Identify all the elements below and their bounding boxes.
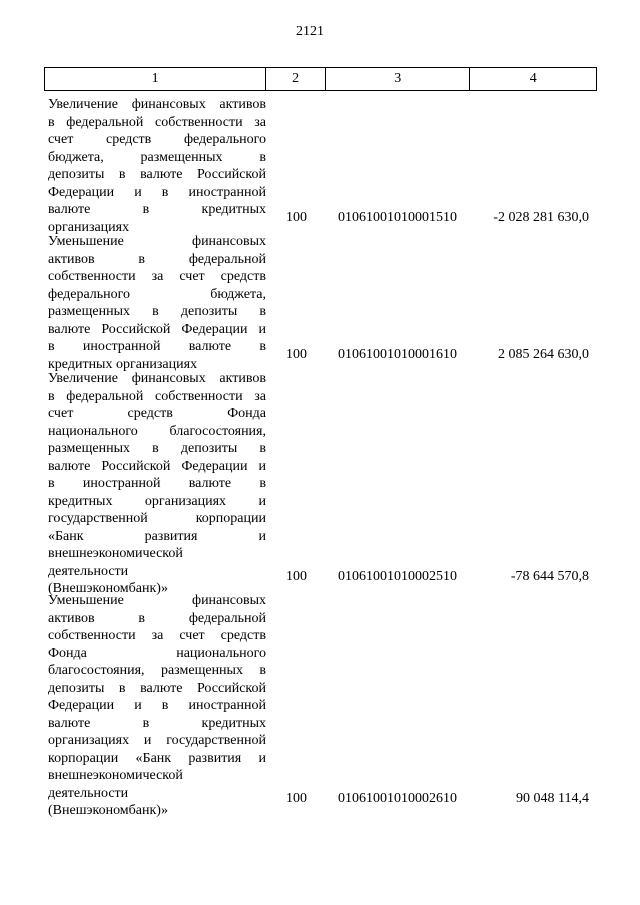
row-description (48, 370, 266, 598)
description-line: Уменьшение финансовых (48, 593, 266, 608)
header-col-2: 2 (266, 68, 326, 90)
row-amount: 90 048 114,4 (516, 791, 589, 806)
row-amount: -78 644 570,8 (510, 569, 589, 584)
row-kbk: 01061001010002510 (338, 569, 457, 584)
description-line: кредитных организациях и (48, 493, 266, 509)
row-kbk: 01061001010001510 (338, 210, 457, 225)
row-kbk: 01061001010002610 (338, 791, 457, 806)
description-line: Федерации и в иностранной (48, 184, 266, 200)
description-line: размещенных в депозиты в (48, 441, 266, 456)
description-line: корпорации «Банк развития и (48, 750, 266, 766)
description-line: валюте в кредитных (48, 715, 266, 731)
description-line: депозиты в валюте Российской (48, 167, 266, 182)
description-line: деятельности (48, 563, 129, 579)
row-code: 100 (286, 347, 307, 362)
description-line: Увеличение финансовых активов (48, 97, 266, 112)
description-line: депозиты в валюте Российской (48, 680, 266, 696)
description-line: национального благосостояния, (48, 423, 266, 439)
description-line: активов в федеральной (48, 251, 266, 267)
page-number: 2121 (296, 24, 324, 39)
description-line: федерального бюджета, (48, 286, 266, 302)
description-line: собственности за счет средств (48, 628, 266, 643)
table-row (44, 233, 597, 373)
description-line: в федеральной собственности за (48, 114, 266, 130)
row-description (48, 592, 266, 820)
description-line: счет средств федерального (48, 132, 266, 147)
row-amount: -2 028 281 630,0 (493, 210, 589, 225)
description-line: (Внешэкономбанк)» (48, 803, 168, 818)
description-line: в иностранной валюте в (48, 339, 266, 354)
header-col-4: 4 (529, 71, 537, 86)
description-line: деятельности (48, 785, 129, 801)
description-line: в федеральной собственности за (48, 388, 266, 404)
description-line: собственности за счет средств (48, 269, 266, 284)
table-row (44, 96, 597, 236)
description-line: государственной корпорации (48, 511, 266, 526)
description-line: благосостояния, размещенных в (48, 663, 266, 678)
table-row (44, 370, 597, 595)
description-line: «Банк развития и (48, 528, 266, 544)
description-line: организациях и государственной (48, 733, 266, 748)
description-line: внешнеэкономической (48, 768, 183, 783)
description-line: Увеличение финансовых активов (48, 371, 266, 386)
description-line: активов в федеральной (48, 610, 266, 626)
description-line: валюте Российской Федерации и (48, 458, 266, 474)
description-line: (Внешэкономбанк)» (48, 581, 168, 596)
description-line: Федерации и в иностранной (48, 698, 266, 713)
description-line: счет средств Фонда (48, 406, 266, 421)
description-line: Фонда национального (48, 645, 266, 661)
description-line: кредитных организациях (48, 356, 198, 372)
header-col-3: 3 (326, 68, 470, 90)
description-line: Уменьшение финансовых (48, 234, 266, 249)
header-col-1: 1 (45, 68, 266, 90)
row-code: 100 (286, 569, 307, 584)
description-line: бюджета, размещенных в (48, 149, 266, 165)
description-line: внешнеэкономической (48, 546, 183, 561)
row-description (48, 96, 266, 236)
description-line: организациях (48, 219, 130, 235)
description-line: валюте в кредитных (48, 202, 266, 217)
row-amount: 2 085 264 630,0 (498, 347, 589, 362)
description-line: валюте Российской Федерации и (48, 321, 266, 337)
row-description (48, 233, 266, 373)
table-row (44, 592, 597, 817)
row-code: 100 (286, 791, 307, 806)
table-header-row (44, 67, 597, 91)
description-line: в иностранной валюте в (48, 476, 266, 491)
row-code: 100 (286, 210, 307, 225)
row-kbk: 01061001010001610 (338, 347, 457, 362)
description-line: размещенных в депозиты в (48, 304, 266, 319)
